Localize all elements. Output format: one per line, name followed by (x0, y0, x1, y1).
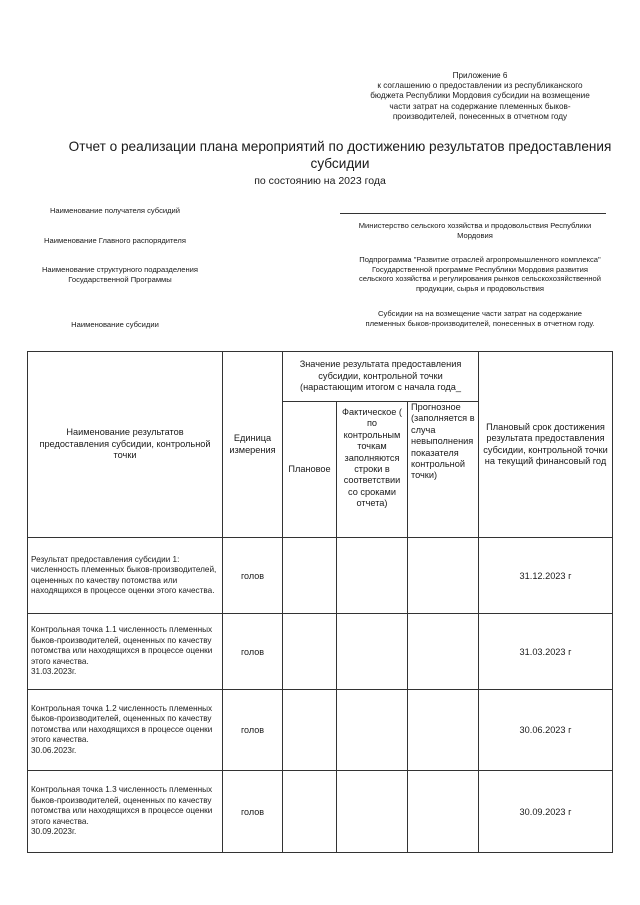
row-name-cell (28, 690, 223, 771)
header-unit: Единица измерения (223, 352, 283, 538)
subsidy-value-line: племенных быков-производителей, понесенных в отчетном году. (365, 318, 595, 328)
row-forecast (408, 690, 479, 771)
unit-label-line: Наименование структурного подразделения (41, 265, 199, 274)
manager-value-line: Мордовия (457, 230, 493, 240)
unit-value (330, 255, 630, 293)
recipient-underline (340, 213, 606, 214)
row-deadline: 30.09.2023 г (479, 771, 613, 853)
row-unit: голов (223, 771, 283, 853)
table-row (28, 771, 613, 853)
row-planned (283, 538, 337, 614)
recipient-label: Наименование получателя субсидий (49, 206, 181, 215)
report-title-line: Отчет о реализации плана мероприятий по достижению результатов предоставления (68, 139, 612, 154)
unit-value-line: сельского хозяйства и регулирования рынков сельскохозяйственной (358, 274, 602, 284)
row-deadline: 31.03.2023 г (479, 614, 613, 690)
report-as-of: по состоянию на 2023 года (254, 175, 386, 187)
row-actual (337, 538, 408, 614)
appendix-note (330, 71, 630, 122)
manager-label: Наименование Главного распорядителя (44, 236, 186, 245)
row-deadline: 30.06.2023 г (479, 690, 613, 771)
appendix-line: части затрат на содержание племенных быков- (389, 101, 571, 111)
unit-value-line: продукции, сырья и продовольствия (415, 283, 545, 293)
row-forecast (408, 614, 479, 690)
subsidy-value-line: Субсидии на на возмещение части затрат на содержание (378, 309, 582, 318)
unit-label (20, 265, 220, 284)
row-planned (283, 690, 337, 771)
header-deadline: Плановый срок достижения результата предоставления субсидии, контрольной точки на текущий финансовый год (479, 352, 613, 538)
row-actual (337, 771, 408, 853)
report-title (40, 139, 640, 172)
row-actual (337, 690, 408, 771)
row-planned (283, 771, 337, 853)
row-name: Результат предоставления субсидии 1: численность племенных быков-производителей, оцененных по качеству потомства или находящихся в процессе оценки этого качества. (28, 538, 223, 614)
row-deadline: 31.12.2023 г (479, 538, 613, 614)
table-row (28, 538, 613, 614)
appendix-line: бюджета Республики Мордовия субсидии на возмещение (370, 91, 590, 101)
row-unit: голов (223, 538, 283, 614)
row-name-cell (28, 614, 223, 690)
manager-value (330, 221, 620, 240)
row-actual (337, 614, 408, 690)
table-row (28, 614, 613, 690)
row-planned (283, 614, 337, 690)
row-forecast (408, 771, 479, 853)
subsidy-value (330, 309, 630, 328)
row-name: Контрольная точка 1.2 численность племенных быков-производителей, оцененных по качеству потомства или находящихся в процессе оценки этого качества. (31, 703, 213, 745)
appendix-line: к соглашению о предоставлении из республиканского (377, 81, 583, 91)
row-unit: голов (223, 690, 283, 771)
header-actual: Фактическое ( по контрольным точкам заполняются строки в соответствии со сроками отчета) (337, 402, 408, 538)
results-table (27, 351, 613, 853)
unit-label-line: Государственной Программы (68, 274, 172, 284)
row-name-cell (28, 771, 223, 853)
header-name: Наименование результатов предоставления субсидии, контрольной точки (28, 352, 223, 538)
subsidy-label: Наименование субсидии (71, 320, 159, 329)
row-name-date: 31.03.2023г. (31, 667, 77, 677)
row-name: Контрольная точка 1.1 численность племенных быков-производителей, оцененных по качеству потомства или находящихся в процессе оценки этого качества. (31, 625, 213, 666)
unit-value-line: Подпрограмма "Развитие отраслей агропромышленного комплекса" (359, 255, 601, 264)
header-value-group: Значение результата предоставления субсидии, контрольной точки (нарастающим итогом с начала года_ (283, 352, 479, 402)
row-forecast (408, 538, 479, 614)
report-title-line: субсидии (310, 155, 370, 171)
unit-value-line: Государственной программе Республики Мордовия развития (372, 264, 588, 274)
row-name: Контрольная точка 1.3 численность племенных быков-производителей, оцененных по качеству потомства или находящихся в процессе оценки этого качества. (31, 785, 213, 826)
header-planned: Плановое (283, 402, 337, 538)
manager-value-line: Министерство сельского хозяйства и продовольствия Республики (358, 221, 592, 230)
table-row (28, 690, 613, 771)
appendix-line: производителей, понесенных в отчетном году (392, 111, 568, 121)
row-name-date: 30.06.2023г. (31, 745, 77, 755)
header-forecast: Прогнозное (заполняется в случа невыполнения показателя контрольной точки) (408, 402, 479, 538)
row-name-date: 30.09.2023г. (31, 827, 77, 837)
appendix-line: Приложение 6 (452, 71, 508, 80)
row-unit: голов (223, 614, 283, 690)
